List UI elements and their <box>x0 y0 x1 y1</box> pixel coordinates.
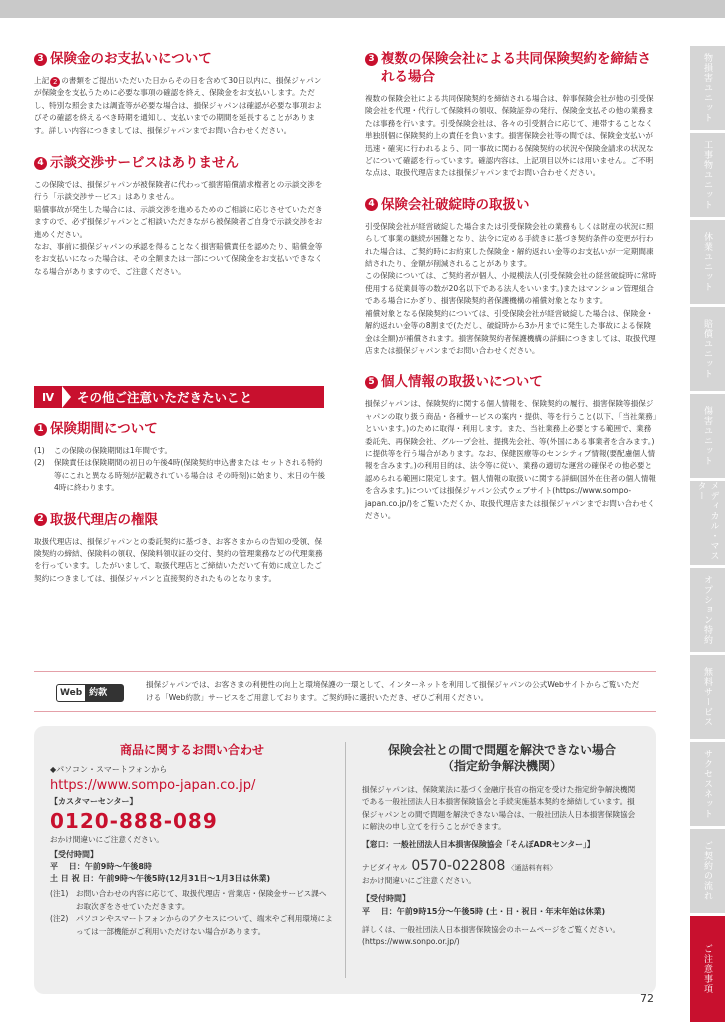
section-agent <box>34 511 326 586</box>
top-bar <box>0 0 725 18</box>
section-text: 損保ジャパンは、保険契約に関する個人情報を、保険契約の履行、損害保険等損保ジャパンの取り扱う商品・各種サービスの案内・提供、等を行うこと(以下、「当社業務」といいます。)のために取得・利用します。また、当社業務上必要とする範囲で、業務委託先、再保険会社、グループ会社、提携先会社、等(外国にある事業者を含みます。)に提供等を行う場合があります。なお、保健医療等のセンシティブ情報(要配慮個人情報を含みます。)の利用目的は、法令等に従い、業務の適切な運営の確保その他必要と認められる範囲に限定します。個人情報の取扱いに関する詳細(国外在住者の個人情報を含みます。)については損保ジャパン公式ウェブサイト(https://www.sompo-japan.co.jp/)をご覧いただくか、取扱代理店または損保ジャパンまでお問い合わせください。 <box>365 399 657 520</box>
section-number: 5 <box>365 376 378 389</box>
section-number: 2 <box>34 513 47 526</box>
list-mark: (2) <box>34 458 45 468</box>
tab-label: 傷害ユニット <box>702 406 712 466</box>
adr-phone-number[interactable]: 0570-022808 <box>411 857 506 874</box>
tab-label: ご注意事項 <box>702 944 712 994</box>
tab-label: ご契約の流れ <box>702 841 712 901</box>
section-number: 3 <box>34 53 47 66</box>
section-text: 引受保険会社が経営破綻した場合または引受保険会社の業務もしくは財産の状況に照らして事業の継続が困難となり、法令に定める手続きに基づき契約条件の変更が行われた場合は、ご契約時にお約束した保険金・解約返れい金等のお支払いが一定期間凍結されたり、金額が削減されることがあります。 この保険については、ご契約者が個人、小規模法人(引受保険会社の経営破綻時に常時使用する従業員等の数が20名以下である法人をいいます。)またはマンション管理組合である場合にかぎり、損害保険契約者保護機構の補償対象となります。 補償対象となる保険契約については、引受保険会社が経営破綻した場合は、保険金・解約返れい金等の8割まで(ただし、破綻時から3か月までに発生した事故による保険金は全額)が補償されます。損害保険契約者保護機構の詳細につきましては、取扱代理店または損保ジャパンまでお問い合わせください。 <box>365 221 657 355</box>
tab-property[interactable] <box>690 46 725 130</box>
roman-numeral: Ⅳ <box>41 390 55 404</box>
right-column <box>365 50 657 522</box>
list-item <box>34 457 326 494</box>
logo-part: 約款 <box>85 685 123 701</box>
tab-label: 賠償ユニット <box>702 319 712 379</box>
navi-dial <box>362 857 642 875</box>
section-number: 4 <box>34 157 47 170</box>
adr-hours-label: 【受付時間】 <box>362 894 410 904</box>
section-heading <box>365 373 657 391</box>
web-terms-notice <box>34 671 656 712</box>
contact-title: 商品に関するお問い合わせ <box>119 743 264 757</box>
list-item <box>34 445 326 457</box>
tab-liability[interactable] <box>690 307 725 391</box>
tab-notes[interactable] <box>690 916 725 1022</box>
adr-phone-note: おかけ間違いにご注意ください。 <box>362 875 476 885</box>
center-label: 【カスタマーセンター】 <box>50 797 138 806</box>
section-payment <box>34 50 326 137</box>
website-link[interactable]: https://www.sompo-japan.co.jp/ <box>50 778 256 793</box>
section-heading <box>34 154 326 172</box>
adr-title: 保険会社との間で問題を解決できない場合 <box>387 743 616 757</box>
adr-detail: 詳しくは、一般社団法人日本損害保険協会のホームページをご覧ください。 (https://www.sonpo.or.jp/) <box>362 925 621 947</box>
logo-part: Web <box>60 688 83 698</box>
section-settlement <box>34 154 326 278</box>
tab-label: サクセスネット <box>702 749 712 819</box>
section-title: 保険期間について <box>50 421 158 437</box>
banner-title: その他ご注意いただきたいこと <box>77 390 253 405</box>
section-heading <box>365 196 657 214</box>
reference-number: 2 <box>50 77 60 87</box>
left-column-lower <box>34 420 326 585</box>
section-privacy <box>365 373 657 522</box>
tab-label: メディカル・マスター <box>695 481 719 561</box>
section-number: 1 <box>34 423 47 436</box>
tab-business-interruption[interactable] <box>690 220 725 304</box>
section-title: 取扱代理店の権限 <box>50 511 158 528</box>
tab-construction[interactable] <box>690 133 725 217</box>
web-terms-logo <box>56 684 124 702</box>
hours-weekend: 土 日 祝 日：午前9時〜午後5時(12月31日〜1月3日は休業) <box>50 874 271 884</box>
adr-subtitle: （指定紛争解決機関） <box>441 759 562 773</box>
column-divider <box>345 742 346 978</box>
section-title: 複数の保険会社による共同保険契約を締結される場合 <box>381 51 651 85</box>
tab-medical-master[interactable] <box>690 481 725 565</box>
text-part: 上記 <box>34 76 50 85</box>
left-column <box>34 50 326 278</box>
section-text: 複数の保険会社による共同保険契約を締結される場合は、幹事保険会社が他の引受保険会社を代理・代行して保険料の領収、保険証券の発行、保険金支払その他の業務または事務を行います。引受保険会社は、各々の引受割合に応じて、連帯することなく単独別個に保険契約上の責任を負います。損害保険会社等の間では、保険金支払いが迅速・確実に行われるよう、同一事故に関わる保険契約の状況や保険金請求の状況などについて確認を行っています。確認内容は、上記項目以外には用いません。ご不明な点は、取扱代理店または損保ジャパンまでお問い合わせください。 <box>365 94 654 178</box>
side-tabs <box>690 46 725 1024</box>
section-heading <box>34 511 326 529</box>
section-heading <box>34 50 326 68</box>
tab-success-net[interactable] <box>690 742 725 826</box>
note-item <box>50 888 334 913</box>
phone-fee-note: 〈通話料有料〉 <box>507 863 557 872</box>
tab-label: 物損害ユニット <box>702 53 712 123</box>
section-number: 4 <box>365 198 378 211</box>
page-number: 72 <box>640 992 654 1005</box>
section-text: 取扱代理店は、損保ジャパンとの委託契約に基づき、お客さまからの告知の受領、保険契約の締結、保険料の領収、保険料領収証の交付、契約の管理業務などの代理業務を行っています。したがいまして、取扱代理店とご締結いただいて有効に成立したご契約につきましては、損保ジャパンと直接契約されたものとなります。 <box>34 536 323 583</box>
note-mark: (注2) <box>50 914 69 924</box>
tab-contract-flow[interactable] <box>690 829 725 913</box>
chevron-icon <box>62 386 71 408</box>
note-item <box>50 913 334 938</box>
tab-label: オプション特約 <box>702 575 712 645</box>
tab-label: 工事物ユニット <box>702 140 712 210</box>
note-mark: (注1) <box>50 889 69 899</box>
section-title: 保険金のお支払いについて <box>50 51 212 67</box>
adr-hours: 平 日：午前9時15分〜午後5時 (土・日・祝日・年末年始は休業) <box>362 907 606 917</box>
section-text <box>34 75 326 137</box>
tab-label: 無料サービス <box>702 667 712 727</box>
list-text: 保険責任は保険期間の初日の午後4時(保険契約申込書または セットされる特約等にこれと異なる時刻が記載されている場合は その時刻)に始まり、末日の午後4時に終わります。 <box>54 458 326 493</box>
section-text: この保険では、損保ジャパンが被保険者に代わって損害賠償請求権者との示談交渉を行う「示談交渉サービス」はありません。 賠償事故が発生した場合には、示談交渉を進めるためのご相談に応じさせていただきますので、必ず損保ジャパンとご相談いただきながら被保険者ご自身で示談交渉をお進めください。 なお、事前に損保ジャパンの承認を得ることなく損害賠償責任を認めたり、賠償金等をお支払いになった場合は、その全額または一部について保険金をお支払いできなくなる場合がありますので、ご注意ください。 <box>34 180 323 276</box>
list-mark: (1) <box>34 446 45 455</box>
note-text: お問い合わせの内容に応じて、取扱代理店・営業店・保険金サービス課へお取次ぎをさせていただきます。 <box>76 889 327 911</box>
pc-label: ◆パソコン・スマートフォンから <box>50 765 168 774</box>
section-coinsurance <box>365 50 657 180</box>
section-title: 示談交渉サービスはありません <box>50 155 239 172</box>
hours-weekday: 平 日：午前9時〜午後8時 <box>50 862 152 872</box>
section-banner <box>34 386 324 408</box>
list-text: この保険の保険期間は1年間です。 <box>54 446 173 455</box>
section-heading <box>365 50 657 86</box>
phone-note: おかけ間違いにご注意ください。 <box>50 835 164 844</box>
adr-window: 【窓口：一般社団法人日本損害保険協会「そんぽADRセンター」】 <box>362 839 595 849</box>
phone-number[interactable]: 0120-888-089 <box>50 809 218 833</box>
contact-box <box>34 726 656 994</box>
section-title: 保険会社破綻時の取扱い <box>381 196 530 213</box>
web-terms-text: 損保ジャパンでは、お客さまの利便性の向上と環境保護の一環として、インターネットを利用して損保ジャパンの公式Webサイトからご覧いただける「Web約款」サービスをご用意しております。ご契約時に選択いただき、ぜひご利用ください。 <box>146 680 640 702</box>
tab-label: 休業ユニット <box>702 232 712 292</box>
navi-label: ナビダイヤル <box>362 862 408 872</box>
section-heading <box>34 420 326 438</box>
section-title: 個人情報の取扱いについて <box>381 374 543 391</box>
tab-free-services[interactable] <box>690 655 725 739</box>
tab-injury[interactable] <box>690 394 725 478</box>
section-insolvency <box>365 196 657 357</box>
section-number: 3 <box>365 53 378 66</box>
text-part: の書類をご提出いただいた日からその日を含めて30日以内に、損保ジャパンが保険金を支払うために必要な事項の確認を終え、保険金をお支払いします。ただし、特別な照会または調査等が必要な場合は、損保ジャパンは確認が必要な事項およびその確認を終えるべき時期を通知し、支払いまでの期間を延長することがあります。詳しい内容につきましては、損保ジャパンまでお問い合わせください。 <box>34 76 323 135</box>
adr-text: 損保ジャパンは、保険業法に基づく金融庁長官の指定を受けた指定紛争解決機関である一般社団法人日本損害保険協会と手続実施基本契約を締結しています。損保ジャパンとの間で問題を解決できない場合は、一般社団法人日本損害保険協会に解決の申し立てを行うことができます。 <box>362 785 636 832</box>
contact-products <box>50 742 334 938</box>
tab-option-riders[interactable] <box>690 568 725 652</box>
contact-adr <box>362 742 642 949</box>
note-text: パソコンやスマートフォンからのアクセスについて、端末やご利用環境によっては一部機能がご利用いただけない場合があります。 <box>76 914 333 936</box>
hours-label: 【受付時間】 <box>50 850 98 860</box>
section-period <box>34 420 326 495</box>
